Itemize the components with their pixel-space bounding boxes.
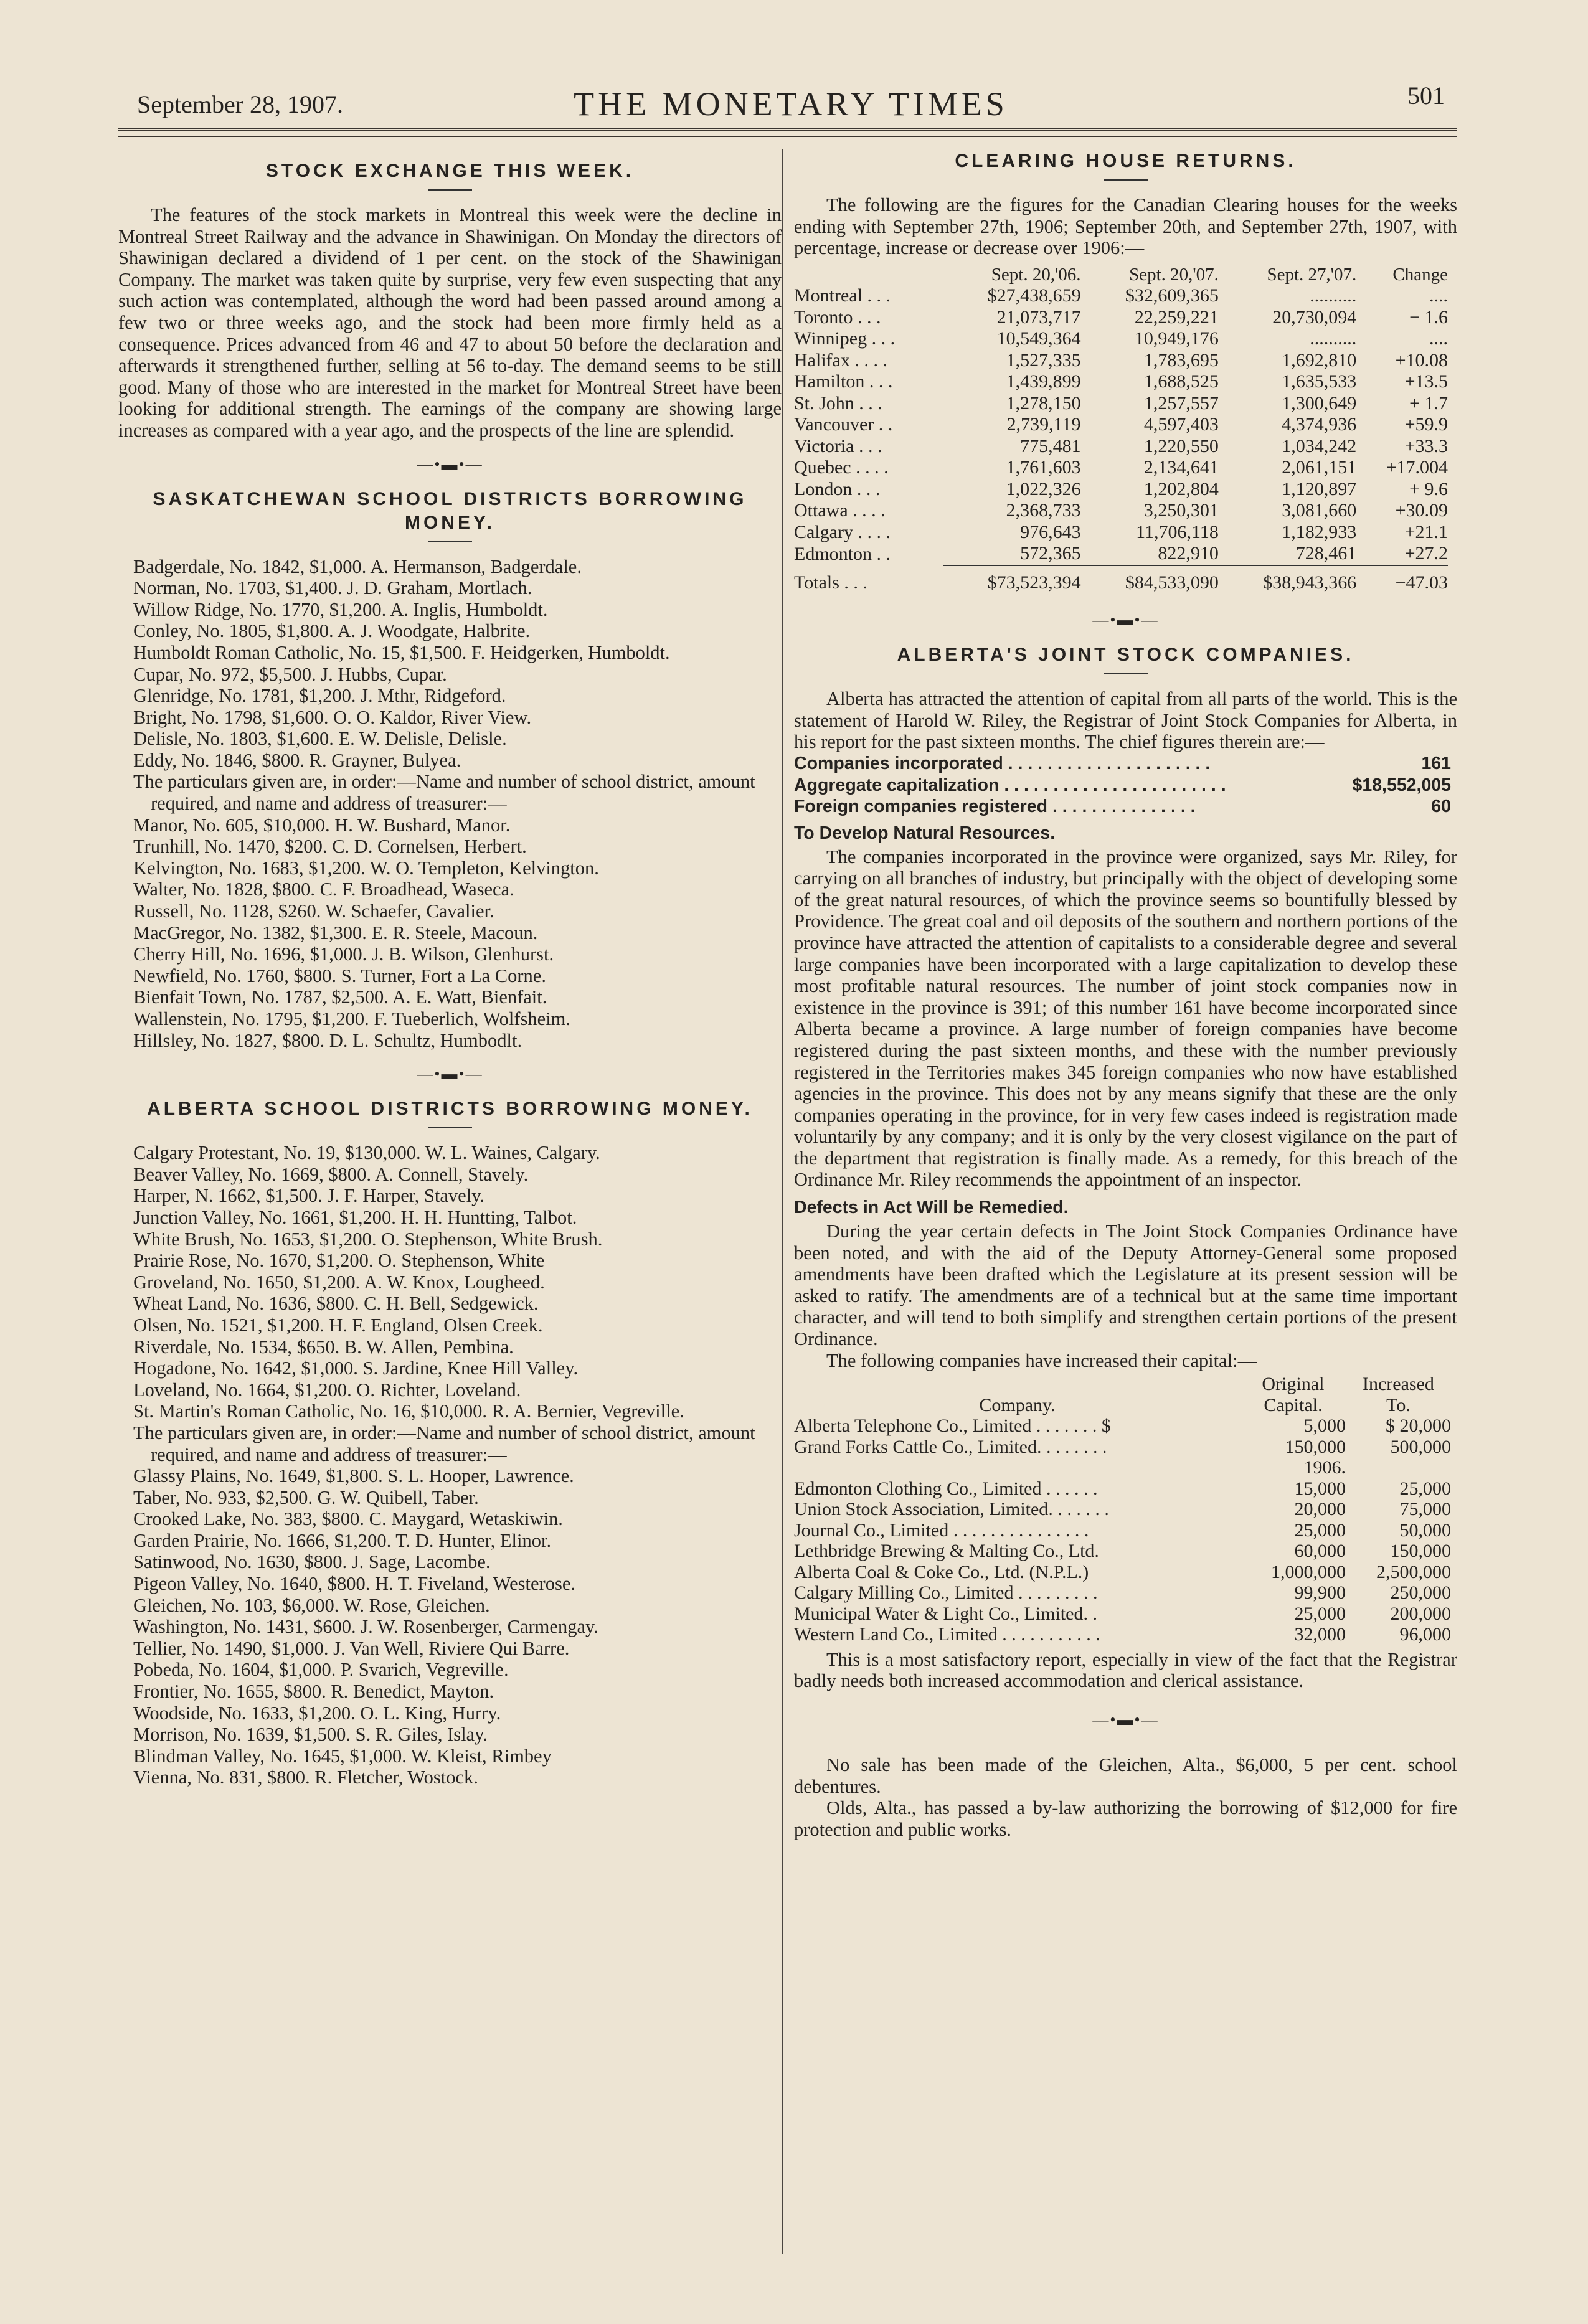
list-item: MacGregor, No. 1382, $1,300. E. R. Steele, Macoun. [133, 922, 538, 943]
leader-dots: . . . . . . . $ [1031, 1415, 1111, 1437]
table-row [794, 522, 1448, 544]
figure-label [794, 796, 1329, 818]
alberta-joint-conclusion [794, 1649, 1457, 1692]
company-name [794, 1541, 1241, 1562]
figure-label [794, 775, 1329, 796]
leader-dots: . . . . . . . . . . . . . . . . . . . . . . . [999, 775, 1226, 795]
table-row [794, 1499, 1451, 1520]
company-name [794, 1520, 1241, 1541]
capital-increase-table [794, 1374, 1451, 1645]
saskatchewan-list [118, 556, 782, 1052]
table-cell: + 1.7 [1409, 392, 1448, 413]
increased-capital: 2,500,000 [1376, 1561, 1451, 1582]
company-name-text: Journal Co., Limited [794, 1519, 949, 1541]
capital-rows [794, 1415, 1451, 1645]
table-row [794, 1582, 1451, 1604]
table-cell: +21.1 [1404, 521, 1448, 542]
original-capital: 25,000 [1294, 1603, 1346, 1624]
table-cell: $73,523,394 [987, 572, 1081, 593]
list-item: Glenridge, No. 1781, $1,200. J. Mthr, Ridgeford. [133, 685, 506, 707]
table-cell: 1,761,603 [1006, 457, 1081, 478]
table-cell: 1,182,933 [1282, 521, 1357, 542]
company-name-text: Grand Forks Cattle Co., Limited [794, 1436, 1037, 1457]
column-header [794, 264, 943, 286]
table-cell: − 1.6 [1409, 306, 1448, 328]
city-name: St. John . . . [794, 392, 882, 413]
original-capital: 60,000 [1294, 1541, 1346, 1562]
heading-rule [428, 1127, 472, 1128]
table-row [794, 1541, 1451, 1562]
stock-exchange-article [118, 204, 782, 442]
table-row [794, 479, 1448, 501]
table-cell: 10,549,364 [996, 328, 1081, 349]
table-cell: 3,081,660 [1282, 500, 1357, 521]
list-item: Riverdale, No. 1534, $650. B. W. Allen, Pembina. [133, 1336, 514, 1358]
list-item: Junction Valley, No. 1661, $1,200. H. H. Huntting, Talbot. [133, 1206, 577, 1228]
list-item: Olsen, No. 1521, $1,200. H. F. England, Olsen Creek. [133, 1314, 543, 1336]
city-name: Winnipeg . . . [794, 328, 896, 349]
table-cell: +30.09 [1395, 500, 1448, 521]
company-name [794, 1582, 1241, 1604]
figure-label-text: Aggregate capitalization [794, 775, 1000, 795]
leader-dots: . . . . . . . . . [1013, 1582, 1098, 1604]
table-row [794, 1520, 1451, 1541]
leader-dots: . . . . . . . . . . . . . . . . . . . . . [1003, 753, 1211, 774]
heading-rule [428, 541, 472, 542]
heading-rule [1104, 673, 1148, 674]
list-item: White Brush, No. 1653, $1,200. O. Stephenson, White Brush. [133, 1228, 603, 1250]
original-capital: 15,000 [1294, 1478, 1346, 1499]
section-ornament: —•▬•— [1092, 611, 1159, 630]
table-cell: 1,635,533 [1282, 371, 1357, 392]
table-cell: 822,910 [1158, 543, 1219, 564]
table-cell: .......... [1310, 328, 1357, 349]
table-row [794, 350, 1448, 372]
particulars-note: The particulars given are, in order:—Name and number of school district, amount required, and name and address of treasurer:— [133, 1422, 755, 1465]
table-row [794, 775, 1451, 796]
figure-value: 161 [1421, 753, 1451, 774]
list-item: Newfield, No. 1760, $800. S. Turner, Fort a La Corne. [133, 965, 546, 986]
city-name: Toronto . . . [794, 306, 881, 328]
alberta-schools-heading: ALBERTA SCHOOL DISTRICTS BORROWING MONEY. [147, 1098, 753, 1120]
news-note: No sale has been made of the Gleichen, Alta., $6,000, 5 per cent. school debentures. [794, 1754, 1457, 1797]
table-cell: 572,365 [1020, 543, 1081, 564]
table-cell: 1,278,150 [1006, 392, 1081, 413]
increased-capital: $ 20,000 [1386, 1415, 1451, 1437]
company-name-text: Union Stock Association, Limited [794, 1499, 1049, 1520]
table-cell: + 9.6 [1409, 478, 1448, 499]
leader-dots: . . . . . . . . . . . [997, 1624, 1100, 1645]
table-cell: 775,481 [1020, 435, 1081, 456]
column-header: Increased [1363, 1374, 1434, 1395]
list-item: Frontier, No. 1655, $800. R. Benedict, Mayton. [133, 1681, 494, 1703]
leader-dots: . . . . . . . . . . . . . . . [948, 1519, 1089, 1541]
table-row [794, 543, 1448, 565]
table-row [794, 414, 1448, 436]
table-row [794, 328, 1448, 350]
list-item: Cherry Hill, No. 1696, $1,000. J. B. Wilson, Glenhurst. [133, 943, 554, 965]
company-name [794, 1457, 1241, 1478]
table-cell: 1,688,525 [1143, 371, 1219, 392]
list-item: Morrison, No. 1639, $1,500. S. R. Giles, Islay. [133, 1724, 488, 1745]
stock-exchange-heading: STOCK EXCHANGE THIS WEEK. [265, 161, 635, 181]
table-cell: $38,943,366 [1263, 572, 1357, 593]
column-header: Sept. 20,'07. [1129, 264, 1219, 285]
table-cell: 4,374,936 [1282, 414, 1357, 435]
table-cell: .... [1429, 285, 1448, 306]
table-row [794, 1604, 1451, 1625]
table-row [794, 371, 1448, 393]
table-cell: 11,706,118 [1136, 521, 1219, 542]
table-cell: 3,250,301 [1143, 500, 1219, 521]
column-header: Sept. 20,'06. [991, 264, 1081, 285]
city-name: Halifax . . . . [794, 349, 887, 371]
table-cell: 728,461 [1295, 543, 1357, 564]
article-paragraph: The companies incorporated in the province were organized, says Mr. Riley, for carrying on all branches of industry, but principally with the object of developing some of the great natural resources, of which the province seems so bountifully blessed by Providence. The great coal and oil deposits of the southern and northern portions of the province have attracted the attention of capitalists to a considerable degree and several large companies have been incorporated with a large capitalization to develop these most profitable natural resources. The number of joint stock companies now in existence in the province is 391; of this number 161 have become incorporated since Alberta became a province. A large number of foreign companies have become registered during the past sixteen months, and these with the number previously registered in the Territories makes 345 foreign companies who now have established agencies in the province. This does not by any means signify that these are the only companies operating in the province, for in very few cases indeed is registration made voluntarily by any company; and it is only by the very closest vigilance on the part of the department that registration is finally made. As a remedy, for this breach of the Ordinance Mr. Riley recommends the appointment of an inspector. [794, 846, 1457, 1191]
original-capital: 1906. [1303, 1457, 1346, 1478]
list-item: Gleichen, No. 103, $6,000. W. Rose, Gleichen. [133, 1594, 490, 1616]
table-cell: 1,527,335 [1006, 349, 1081, 371]
table-cell: 22,259,221 [1134, 306, 1219, 328]
company-name [794, 1604, 1241, 1625]
table-row [794, 1562, 1451, 1583]
city-name: Quebec . . . . [794, 457, 889, 478]
column-header: Change [1392, 264, 1448, 285]
table-cell: 1,022,326 [1006, 478, 1081, 499]
table-cell: 1,257,557 [1143, 392, 1219, 413]
list-item: Bright, No. 1798, $1,600. O. O. Kaldor, River View. [133, 706, 532, 728]
company-name-text: Alberta Telephone Co., Limited [794, 1415, 1032, 1437]
list-item: Harper, N. 1662, $1,500. J. F. Harper, Stavely. [133, 1185, 485, 1207]
original-capital: 99,900 [1294, 1582, 1346, 1604]
table-row [794, 307, 1448, 329]
list-item: Pobeda, No. 1604, $1,000. P. Svarich, Vegreville. [133, 1659, 509, 1681]
figure-label [794, 753, 1329, 775]
list-item: Wallenstein, No. 1795, $1,200. F. Tueberlich, Wolfsheim. [133, 1008, 571, 1029]
chief-figures-table [794, 753, 1451, 818]
city-name: Victoria . . . [794, 435, 882, 456]
table-cell: −47.03 [1395, 572, 1448, 593]
increased-capital: 250,000 [1390, 1582, 1451, 1604]
table-row [794, 1415, 1451, 1437]
company-name [794, 1437, 1241, 1458]
clearing-house-table [794, 264, 1448, 594]
table-cell: 20,730,094 [1272, 306, 1357, 328]
column-header: Sept. 27,'07. [1267, 264, 1357, 285]
city-name: Calgary . . . . [794, 521, 891, 542]
company-name-text: Edmonton Clothing Co., Limited [794, 1478, 1042, 1499]
brief-notes [794, 1754, 1457, 1840]
masthead-rule [118, 128, 1457, 131]
column-divider [782, 149, 783, 2254]
right-column [794, 149, 1457, 1840]
table-cell: 1,202,804 [1143, 478, 1219, 499]
list-item: Washington, No. 1431, $600. J. W. Rosenberger, Carmengay. [133, 1616, 598, 1638]
original-capital: 20,000 [1294, 1499, 1346, 1520]
increased-capital: 50,000 [1399, 1519, 1451, 1541]
table-row [794, 1478, 1451, 1500]
table-cell: 1,439,899 [1006, 371, 1081, 392]
table-header-row [794, 1374, 1451, 1395]
table-row [794, 436, 1448, 458]
list-item: Groveland, No. 1650, $1,200. A. W. Knox, Lougheed. [133, 1271, 545, 1293]
subheading: Defects in Act Will be Remedied. [794, 1197, 1069, 1218]
city-name: Ottawa . . . . [794, 500, 886, 521]
company-name [794, 1624, 1241, 1645]
table-cell: 1,692,810 [1282, 349, 1357, 371]
table-cell: +10.08 [1395, 349, 1448, 371]
company-name [794, 1562, 1241, 1583]
company-name [794, 1478, 1241, 1500]
column-header: Company. [979, 1394, 1056, 1415]
increased-capital: 200,000 [1390, 1603, 1451, 1624]
increased-capital: 96,000 [1399, 1624, 1451, 1645]
totals-row [794, 566, 1448, 594]
table-row [794, 1624, 1451, 1645]
column-header: Capital. [1264, 1394, 1323, 1415]
table-cell: 4,597,403 [1143, 414, 1219, 435]
city-name: Vancouver . . [794, 414, 893, 435]
list-item: Taber, No. 933, $2,500. G. W. Quibell, Taber. [133, 1486, 479, 1508]
table-cell: 2,368,733 [1006, 500, 1081, 521]
table-cell: 2,061,151 [1282, 457, 1357, 478]
section-ornament: —•▬•— [1092, 1710, 1159, 1729]
article-paragraph: The following are the figures for the Canadian Clearing houses for the weeks ending with September 27th, 1906; September 20th, and September 27th, 1907, with percentage, increase or decrease over 1906:— [794, 194, 1457, 259]
list-item: Beaver Valley, No. 1669, $800. A. Connell, Stavely. [133, 1163, 529, 1185]
list-item: Humboldt Roman Catholic, No. 15, $1,500. F. Heidgerken, Humboldt. [133, 641, 670, 663]
list-item: Conley, No. 1805, $1,800. A. J. Woodgate, Halbrite. [133, 620, 531, 642]
list-item: St. Martin's Roman Catholic, No. 16, $10,000. R. A. Bernier, Vegreville. [133, 1401, 684, 1422]
list-item: Manor, No. 605, $10,000. H. W. Bushard, Manor. [133, 814, 511, 836]
newspaper-title: THE MONETARY TIMES [574, 85, 1008, 123]
table-cell: $84,533,090 [1125, 572, 1219, 593]
table-cell: 1,783,695 [1143, 349, 1219, 371]
original-capital: 5,000 [1303, 1415, 1346, 1437]
table-cell: +27.2 [1404, 543, 1448, 564]
table-cell: 1,120,897 [1282, 478, 1357, 499]
alberta-schools-list [118, 1142, 782, 1788]
list-item: Norman, No. 1703, $1,400. J. D. Graham, Mortlach. [133, 577, 532, 599]
original-capital: 25,000 [1294, 1519, 1346, 1541]
table-row [794, 753, 1451, 775]
table-row [794, 393, 1448, 415]
table-cell: Totals . . . [794, 572, 867, 593]
list-item: Bienfait Town, No. 1787, $2,500. A. E. Watt, Bienfait. [133, 986, 547, 1008]
clearing-house-intro [794, 194, 1457, 259]
company-name-text: Calgary Milling Co., Limited [794, 1582, 1014, 1604]
table-cell: $32,609,365 [1125, 285, 1219, 306]
list-item: Woodside, No. 1633, $1,200. O. L. King, Hurry. [133, 1702, 501, 1724]
table-cell: .... [1429, 328, 1448, 349]
clearing-house-rows [794, 285, 1448, 565]
clearing-house-heading: CLEARING HOUSE RETURNS. [955, 151, 1297, 171]
table-row [794, 796, 1451, 818]
list-item: Crooked Lake, No. 383, $800. C. Maygard, Wetaskiwin. [133, 1508, 563, 1530]
subheading: To Develop Natural Resources. [794, 823, 1056, 843]
figure-value: 60 [1431, 796, 1451, 817]
section-ornament: —•▬•— [417, 455, 483, 473]
list-item: Blindman Valley, No. 1645, $1,000. W. Kleist, Rimbey [133, 1745, 552, 1767]
list-item: Trunhill, No. 1470, $200. C. D. Cornelsen, Herbert. [133, 836, 527, 857]
company-name-text: Alberta Coal & Coke Co., Ltd. (N.P.L.) [794, 1561, 1089, 1582]
list-item: Wheat Land, No. 1636, $800. C. H. Bell, Sedgewick. [133, 1293, 539, 1315]
city-name: London . . . [794, 478, 881, 499]
leader-dots: . . [1083, 1603, 1097, 1624]
alberta-joint-heading: ALBERTA'S JOINT STOCK COMPANIES. [897, 645, 1354, 666]
increased-capital: 500,000 [1390, 1436, 1451, 1457]
table-row [794, 285, 1448, 307]
table-row [794, 457, 1448, 479]
section-ornament: —•▬•— [417, 1065, 483, 1084]
list-item: Garden Prairie, No. 1666, $1,200. T. D. Hunter, Elinor. [133, 1529, 552, 1551]
article-paragraph: Alberta has attracted the attention of capital from all parts of the world. This is the statement of Harold W. Riley, the Registrar of Joint Stock Companies for Alberta, in his report for the past sixteen months. The chief figures therein are:— [794, 688, 1457, 753]
masthead [134, 81, 1448, 125]
table-cell: 1,300,649 [1282, 392, 1357, 413]
list-item: Hillsley, No. 1827, $800. D. L. Schultz, Humbodlt. [133, 1029, 522, 1051]
page-number: 501 [1407, 82, 1445, 110]
alberta-joint-body [794, 846, 1457, 1191]
list-item: Hogadone, No. 1642, $1,000. S. Jardine, Knee Hill Valley. [133, 1358, 579, 1379]
list-item: Cupar, No. 972, $5,500. J. Hubbs, Cupar. [133, 663, 447, 685]
list-item: Walter, No. 1828, $800. C. F. Broadhead, Waseca. [133, 879, 514, 900]
city-name: Edmonton . . [794, 543, 891, 564]
table-cell: 1,220,550 [1143, 435, 1219, 456]
saskatchewan-heading: SASKATCHEWAN SCHOOL DISTRICTS BORROWING MONEY. [153, 488, 747, 533]
article-paragraph: The features of the stock markets in Montreal this week were the decline in Montreal Street Railway and the advance in Shawinigan. On Monday the directors of Shawinigan declared a dividend of 1 per cent. on the stock of the Shawinigan Company. The market was taken quite by surprise, very few even suspecting that any such action was contemplated, although the word had been passed around among a few two or three weeks ago, and the stock had been more firmly held as a consequence. Prices advanced from 46 and 47 to about 50 before the declaration and afterwards it strengthened further, selling at 56 to-day. The demand seems to be still good. Many of those who are interested in the market for Montreal Street have been looking for additional strength. The earnings of the company are showing large increases as compared with a year ago, and the prospects of the line are splendid. [118, 204, 782, 441]
original-capital: 32,000 [1294, 1624, 1346, 1645]
alberta-joint-body [794, 1221, 1457, 1371]
list-item: Glassy Plains, No. 1649, $1,800. S. L. Hooper, Lawrence. [133, 1465, 574, 1487]
increased-capital [1346, 1457, 1451, 1478]
figure-label-text: Foreign companies registered [794, 796, 1048, 817]
company-name [794, 1415, 1241, 1437]
table-cell: 2,134,641 [1143, 457, 1219, 478]
column-header: To. [1386, 1394, 1411, 1415]
list-item: Kelvington, No. 1683, $1,200. W. O. Templeton, Kelvington. [133, 857, 599, 879]
table-cell: 976,643 [1020, 521, 1081, 542]
list-item: Satinwood, No. 1630, $800. J. Sage, Lacombe. [133, 1551, 491, 1573]
list-item: Tellier, No. 1490, $1,000. J. Van Well, Riviere Qui Barre. [133, 1637, 570, 1659]
figure-label-text: Companies incorporated [794, 753, 1003, 774]
original-capital: 150,000 [1285, 1436, 1346, 1457]
masthead-rule-thin [118, 136, 1457, 137]
figure-value: $18,552,005 [1352, 775, 1451, 795]
original-capital: 1,000,000 [1270, 1561, 1346, 1582]
list-item: Delisle, No. 1803, $1,600. E. W. Delisle, Delisle. [133, 728, 507, 750]
company-name-text: Municipal Water & Light Co., Limited [794, 1603, 1084, 1624]
column-header: Original [1262, 1374, 1325, 1395]
article-paragraph: This is a most satisfactory report, especially in view of the fact that the Registrar badly needs both increased accommodation and clerical assistance. [794, 1648, 1457, 1692]
table-cell: $27,438,659 [987, 285, 1081, 306]
list-item: Willow Ridge, No. 1770, $1,200. A. Inglis, Humboldt. [133, 598, 548, 620]
article-paragraph: The following companies have increased their capital:— [826, 1349, 1257, 1371]
table-cell: +33.3 [1404, 435, 1448, 456]
list-item: Loveland, No. 1664, $1,200. O. Richter, Loveland. [133, 1379, 521, 1401]
table-cell: 1,034,242 [1282, 435, 1357, 456]
left-column [118, 149, 782, 1788]
table-row [794, 1457, 1451, 1478]
news-note: Olds, Alta., has passed a by-law authorizing the borrowing of $12,000 for fire protection and public works. [794, 1797, 1457, 1840]
leader-dots: . . . . . . . . . . . . . . . [1047, 796, 1196, 817]
increased-capital: 25,000 [1399, 1478, 1451, 1499]
table-cell: +13.5 [1404, 371, 1448, 392]
increased-capital: 75,000 [1399, 1499, 1451, 1520]
table-cell: 10,949,176 [1134, 328, 1219, 349]
increased-capital: 150,000 [1390, 1541, 1451, 1562]
company-name [794, 1499, 1241, 1520]
company-name-text: Western Land Co., Limited [794, 1624, 998, 1645]
table-cell: 2,739,119 [1006, 414, 1081, 435]
table-header-row [794, 264, 1448, 286]
company-name-text: Lethbridge Brewing & Malting Co., Ltd. [794, 1541, 1099, 1562]
list-item: Eddy, No. 1846, $800. R. Grayner, Bulyea. [133, 749, 461, 771]
table-row [794, 500, 1448, 522]
leader-dots: . . . . . . . [1048, 1499, 1109, 1520]
issue-date: September 28, 1907. [137, 90, 344, 118]
leader-dots: . . . . . . . . [1036, 1436, 1107, 1457]
list-item: Pigeon Valley, No. 1640, $800. H. T. Fiveland, Westerose. [133, 1573, 575, 1595]
table-cell: +17.004 [1386, 457, 1448, 478]
heading-rule [428, 189, 472, 191]
table-row [794, 1437, 1451, 1458]
list-item: Russell, No. 1128, $260. W. Schaefer, Cavalier. [133, 900, 494, 922]
list-item: Vienna, No. 831, $800. R. Fletcher, Wostock. [133, 1767, 478, 1788]
article-paragraph: During the year certain defects in The Joint Stock Companies Ordinance have been noted, and with the aid of the Deputy Attorney-General some proposed amendments have been drafted which the Legislature at its present session will be asked to ratify. The amendments are of a technical but at the same time important character, and will tend to both simplify and strengthen certain portions of the present Ordinance. [794, 1221, 1457, 1350]
table-cell: +59.9 [1404, 414, 1448, 435]
city-name: Hamilton . . . [794, 371, 893, 392]
particulars-note: The particulars given are, in order:—Name and number of school district, amount required, and name and address of treasurer:— [133, 771, 755, 815]
table-cell: .......... [1310, 285, 1357, 306]
list-item: Calgary Protestant, No. 19, $130,000. W. L. Waines, Calgary. [133, 1142, 600, 1164]
list-item: Prairie Rose, No. 1670, $1,200. O. Stephenson, White [133, 1250, 545, 1272]
list-item: Badgerdale, No. 1842, $1,000. A. Hermanson, Badgerdale. [133, 555, 582, 577]
table-cell: 21,073,717 [996, 306, 1081, 328]
heading-rule [1104, 179, 1148, 181]
table-header-row [794, 1395, 1451, 1416]
alberta-joint-intro [794, 688, 1457, 753]
city-name: Montreal . . . [794, 285, 891, 306]
leader-dots: . . . . . . [1041, 1478, 1098, 1499]
